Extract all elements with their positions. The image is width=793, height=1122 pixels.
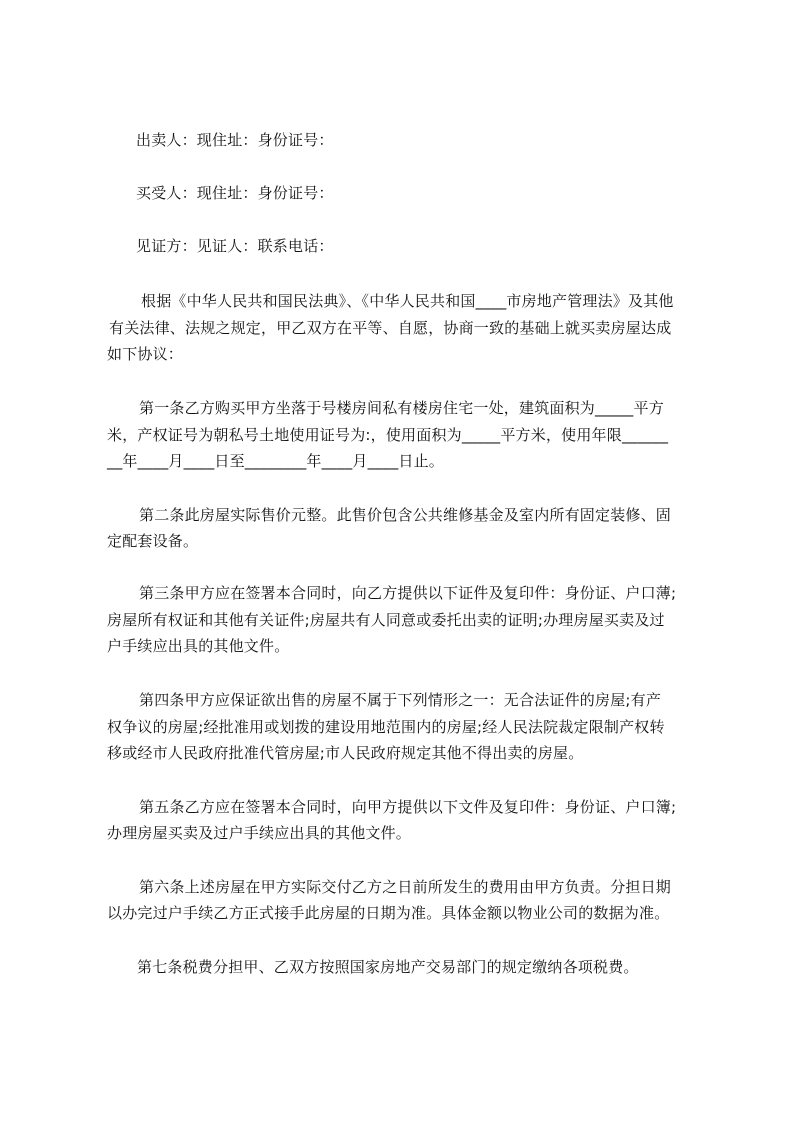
article-1-line: 第一条乙方购买甲方坐落于号楼房间私有楼房住宅一处，建筑面积为_____平方 [139,399,664,417]
preamble-line: 有关法律、法规之规定，甲乙双方在平等、自愿，协商一致的基础上就买卖房屋达成 [109,319,672,337]
preamble-line: 如下协议： [107,345,184,363]
article-7-line: 第七条税费分担甲、乙双方按照国家房地产交易部门的规定缴纳各项税费。 [137,958,639,976]
article-2-line: 第二条此房屋实际售价元整。此售价包含公共维修基金及室内所有固定装修、固 [139,506,672,524]
article-4-line: 移或经市人民政府批准代管房屋;市人民政府规定其他不得出卖的房屋。 [107,744,584,762]
article-6-line: 以办完过户手续乙方正式接手此房屋的日期为准。具体金额以物业公司的数据为准。 [107,904,670,922]
article-3-line: 第三条甲方应在签署本合同时，向乙方提供以下证件及复印件：身份证、户口薄; [139,584,677,602]
article-6-line: 第六条上述房屋在甲方实际交付乙方之日前所发生的费用由甲方负责。分担日期 [139,878,672,896]
preamble-line: 根据《中华人民共和国民法典》、《中华人民共和国____市房地产管理法》及其他 [141,292,674,310]
article-4-line: 第四条甲方应保证欲出售的房屋不属于下列情形之一：无合法证件的房屋;有产 [139,691,662,709]
article-5-line: 办理房屋买卖及过户手续应出具的其他文件。 [107,824,412,842]
seller-line: 出卖人：现住址：身份证号： [136,131,334,149]
witness-line: 见证方：见证人：联系电话： [136,237,334,255]
article-3-line: 户手续应出具的其他文件。 [107,637,290,655]
article-5-line: 第五条乙方应在签署本合同时，向甲方提供以下文件及复印件：身份证、户口簿; [139,798,677,816]
article-4-line: 权争议的房屋;经批准用或划拨的建设用地范围内的房屋;经人民法院裁定限制产权转 [107,718,665,736]
article-1-line: 米，产权证号为朝私号土地使用证号为:，使用面积为_____平方米，使用年限______ [107,426,669,444]
article-2-line: 定配套设备。 [107,532,199,550]
buyer-line: 买受人：现住址：身份证号： [136,184,334,202]
article-3-line: 房屋所有权证和其他有关证件;房屋共有人同意或委托出卖的证明;办理房屋买卖及过 [107,611,665,629]
article-1-line: __年____月____日至________年____月____日止。 [107,452,445,470]
